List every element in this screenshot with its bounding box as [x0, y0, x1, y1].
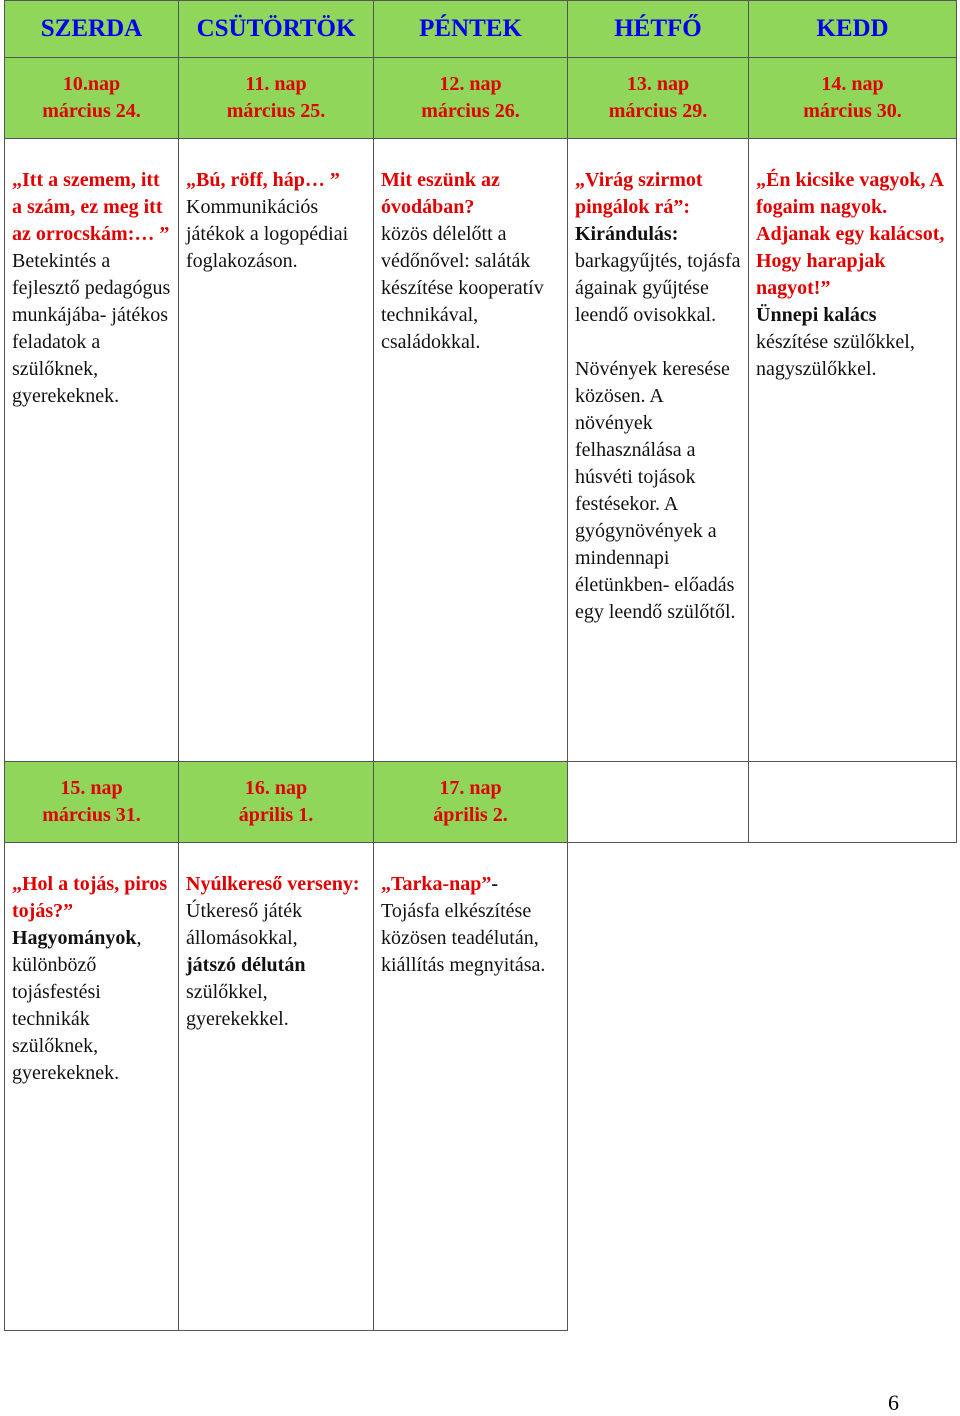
date-cell	[374, 762, 568, 843]
activity-dash: -	[491, 873, 499, 895]
activity-text: , különböző tojásfestési technikák szülőknek, gyerekeknek.	[12, 927, 142, 1084]
activity-title: Mit eszünk az óvodában?	[381, 169, 500, 218]
date-row-2	[5, 762, 957, 843]
empty-cell	[749, 762, 957, 843]
content-row-2	[5, 843, 957, 1331]
day-date: március 26.	[421, 100, 520, 122]
date-cell	[5, 762, 179, 843]
activity-bold: Hagyományok	[12, 927, 137, 949]
day-date: március 29.	[608, 100, 708, 122]
activity-bold: Kirándulás:	[575, 223, 679, 245]
activity-cell	[5, 139, 179, 762]
empty-cell	[568, 762, 749, 843]
day-date: április 2.	[433, 804, 508, 826]
activity-cell	[5, 843, 179, 1331]
activity-text: közös délelőtt a védőnővel: saláták készítése kooperatív technikával, családokkal.	[381, 223, 544, 353]
schedule-table	[4, 0, 957, 1331]
activity-title: „Tarka-nap”	[381, 873, 492, 895]
activity-title: Nyúlkereső verseny:	[186, 873, 360, 895]
date-cell	[5, 58, 179, 139]
activity-bold: Ünnepi kalács	[756, 304, 877, 326]
day-header: PÉNTEK	[374, 1, 568, 58]
activity-text: Kommunikációs játékok a logopédiai foglakozáson.	[186, 196, 349, 272]
day-number: 13. nap	[626, 73, 690, 95]
activity-text: szülőkkel, gyerekekkel.	[186, 981, 289, 1030]
date-cell	[179, 762, 374, 843]
activity-text: Tojásfa elkészítése közösen teadélután, kiállítás megnyitása.	[381, 900, 546, 976]
activity-title: „Virág szirmot pingálok rá”:	[575, 169, 703, 218]
page-number: 6	[888, 1390, 899, 1415]
day-number: 10.nap	[62, 73, 121, 95]
day-number: 14. nap	[821, 73, 884, 95]
date-row-1	[5, 58, 957, 139]
day-date: március 31.	[42, 804, 141, 826]
activity-cell	[179, 139, 374, 762]
activity-cell	[568, 139, 749, 762]
date-cell	[749, 58, 957, 139]
day-number: 11. nap	[245, 73, 307, 95]
activity-cell	[749, 139, 957, 762]
day-header-row	[5, 1, 957, 58]
activity-cell	[179, 843, 374, 1331]
activity-text: barkagyűjtés, tojásfa ágainak gyűjtése leendő ovisokkal.	[575, 250, 741, 326]
day-number: 15. nap	[60, 777, 123, 799]
activity-bold: játszó délután	[186, 954, 306, 976]
day-number: 16. nap	[244, 777, 308, 799]
day-header: HÉTFŐ	[568, 1, 749, 58]
activity-cell	[374, 139, 568, 762]
activity-title: „Hol a tojás, piros tojás?”	[12, 873, 168, 922]
day-date: április 1.	[238, 804, 314, 826]
date-cell	[179, 58, 374, 139]
date-cell	[374, 58, 568, 139]
day-date: március 30.	[803, 100, 902, 122]
activity-text: Útkereső játék állomásokkal,	[186, 900, 303, 949]
empty-cell	[749, 843, 957, 1331]
day-number: 17. nap	[439, 777, 502, 799]
day-number: 12. nap	[439, 73, 502, 95]
day-header: CSÜTÖRTÖK	[179, 1, 374, 58]
day-header: KEDD	[749, 1, 957, 58]
day-date: március 24.	[42, 100, 141, 122]
day-header: SZERDA	[5, 1, 179, 58]
activity-text: Betekintés a fejlesztő pedagógus munkájába- játékos feladatok a szülőknek, gyerekeknek.	[12, 250, 171, 407]
activity-title: „Én kicsike vagyok, A fogaim nagyok. Adjanak egy kalácsot, Hogy harapjak nagyot!”	[756, 169, 945, 299]
activity-title: „Itt a szemem, itt a szám, ez meg itt az orrocskám:… ”	[12, 169, 170, 245]
activity-title: „Bú, röff, háp… ”	[186, 169, 340, 191]
day-date: március 25.	[226, 100, 326, 122]
activity-text: Növények keresése közösen. A növények felhasználása a húsvéti tojások festésekor. A gyógynövények a mindennapi életünkben- előadás egy leendő szülőtől.	[575, 358, 736, 623]
activity-cell	[374, 843, 568, 1331]
empty-cell	[568, 843, 749, 1331]
content-row-1	[5, 139, 957, 762]
date-cell	[568, 58, 749, 139]
activity-text: készítése szülőkkel, nagyszülőkkel.	[756, 331, 915, 380]
